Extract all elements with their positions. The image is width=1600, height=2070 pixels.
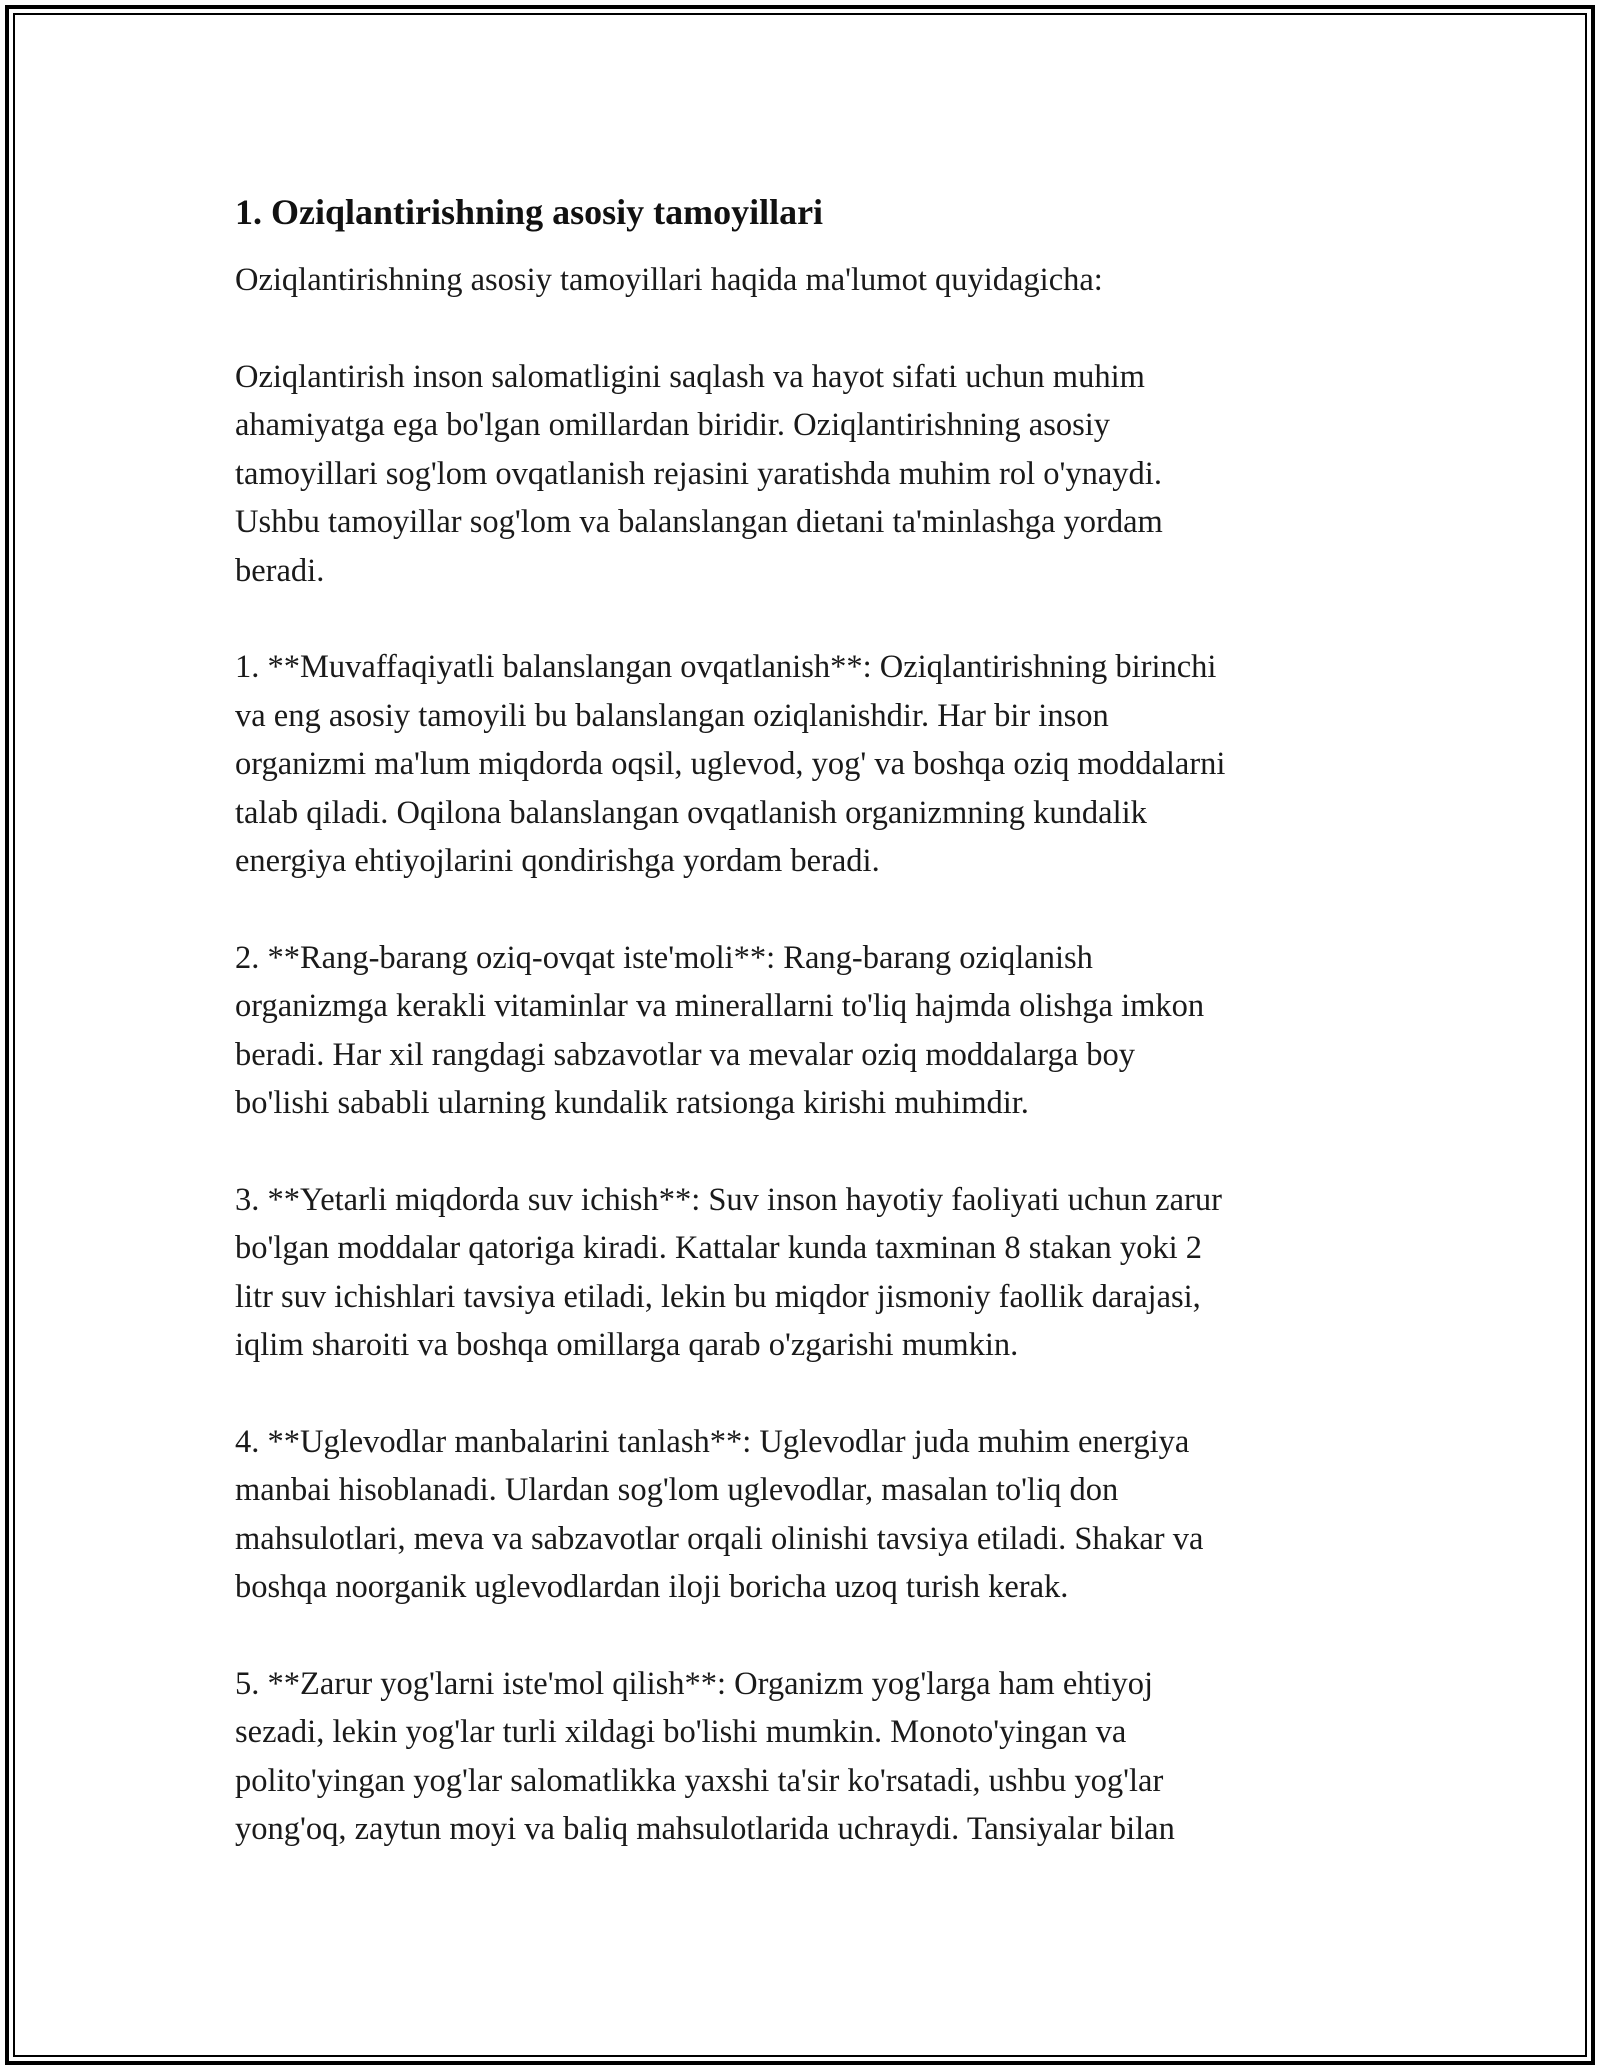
- text-line: sezadi, lekin yog'lar turli xildagi bo'lishi mumkin. Monoto'yingan va: [235, 1714, 1127, 1750]
- list-item-3: [235, 1176, 1365, 1370]
- text-line: boshqa noorganik uglevodlardan iloji boricha uzoq turish kerak.: [235, 1569, 1069, 1605]
- text-line: iqlim sharoiti va boshqa omillarga qarab o'zgarishi mumkin.: [235, 1327, 1019, 1363]
- text-line: bo'lishi sababli ularning kundalik ratsionga kirishi muhimdir.: [235, 1085, 1029, 1121]
- text-line: manbai hisoblanadi. Ulardan sog'lom uglevodlar, masalan to'liq don: [235, 1472, 1119, 1508]
- section-heading: 1. Oziqlantirishning asosiy tamoyillari: [235, 192, 824, 232]
- text-line: Oziqlantirish inson salomatligini saqlash va hayot sifati uchun muhim: [235, 358, 1145, 395]
- text-line: bo'lgan moddalar qatoriga kiradi. Kattalar kunda taxminan 8 stakan yoki 2: [235, 1230, 1203, 1266]
- text-line: tamoyillari sog'lom ovqatlanish rejasini yaratishda muhim rol o'ynaydi.: [235, 455, 1162, 492]
- list-item-2: [235, 934, 1365, 1128]
- text-line: organizmga kerakli vitaminlar va minerallarni to'liq hajmda olishga imkon: [235, 988, 1205, 1024]
- text-line: va eng asosiy tamoyili bu balanslangan oziqlanishdir. Har bir inson: [235, 697, 1109, 734]
- text-line: talab qiladi. Oqilona balanslangan ovqatlanish organizmning kundalik: [235, 794, 1147, 831]
- text-line: organizmi ma'lum miqdorda oqsil, uglevod, yog' va boshqa oziq moddalarni: [235, 746, 1226, 782]
- text-line: mahsulotlari, meva va sabzavotlar orqali olinishi tavsiya etiladi. Shakar va: [235, 1520, 1204, 1557]
- text-line: polito'yingan yog'lar salomatlikka yaxshi ta'sir ko'rsatadi, ushbu yog'lar: [235, 1762, 1164, 1799]
- text-line: 4. **Uglevodlar manbalarini tanlash**: Uglevodlar juda muhim energiya: [235, 1423, 1190, 1460]
- text-line: energiya ehtiyojlarini qondirishga yordam beradi.: [235, 843, 880, 879]
- text-line: beradi.: [235, 552, 325, 589]
- list-item-1: [235, 643, 1365, 886]
- text-line: ahamiyatga ega bo'lgan omillardan biridir. Oziqlantirishning asosiy: [235, 407, 1111, 443]
- list-item-4: [235, 1418, 1365, 1612]
- text-line: beradi. Har xil rangdagi sabzavotlar va mevalar oziq moddalarga boy: [235, 1036, 1136, 1073]
- document-body: [235, 188, 1365, 1902]
- intro-paragraph: Oziqlantirishning asosiy tamoyillari haqida ma'lumot quyidagicha:: [235, 262, 1103, 298]
- text-line: Ushbu tamoyillar sog'lom va balanslangan dietani ta'minlashga yordam: [235, 504, 1163, 540]
- text-line: 5. **Zarur yog'larni iste'mol qilish**: Organizm yog'larga ham ehtiyoj: [235, 1665, 1154, 1702]
- text-line: 2. **Rang-barang oziq-ovqat iste'moli**: Rang-barang oziqlanish: [235, 939, 1093, 976]
- paragraph-overview: [235, 353, 1365, 596]
- text-line: 1. **Muvaffaqiyatli balanslangan ovqatlanish**: Oziqlantirishning birinchi: [235, 649, 1217, 685]
- list-item-5: [235, 1660, 1365, 1854]
- text-line: 3. **Yetarli miqdorda suv ichish**: Suv inson hayotiy faoliyati uchun zarur: [235, 1181, 1222, 1218]
- text-line: yong'oq, zaytun moyi va baliq mahsulotlarida uchraydi. Tansiyalar bilan: [235, 1811, 1175, 1847]
- text-line: litr suv ichishlari tavsiya etiladi, lekin bu miqdor jismoniy faollik darajasi,: [235, 1278, 1201, 1315]
